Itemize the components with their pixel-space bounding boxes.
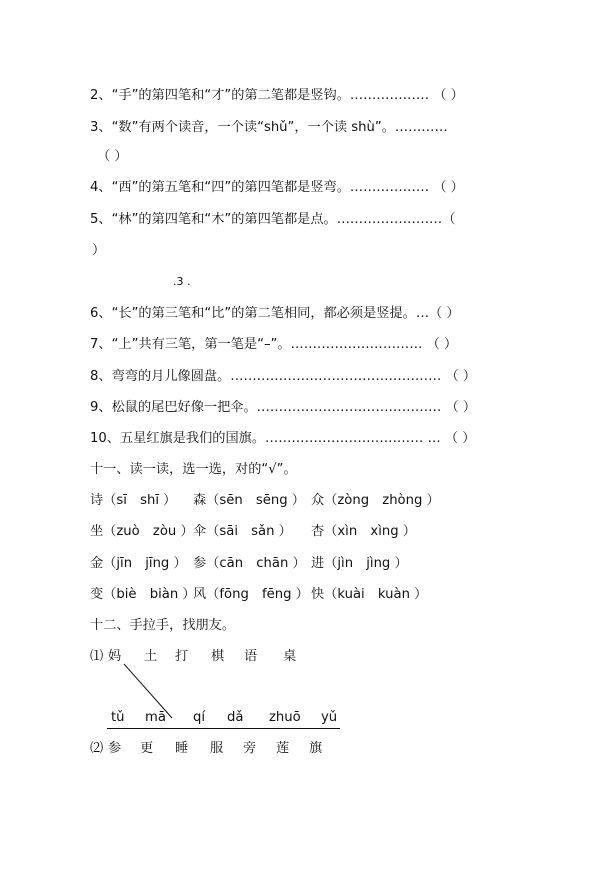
choice-item: 金（jīn jīng ） (90, 556, 187, 571)
question-5: 5、“林”的第四笔和“木”的第四笔都是点。……………………（ (90, 212, 456, 227)
pinyin-item: tǔ (111, 710, 125, 725)
match-char: 棋 (211, 649, 225, 664)
question-3-bracket: （ ） (97, 149, 128, 164)
section-11-title: 十一、读一读，选一选，对的“√”。 (90, 462, 297, 477)
question-9: 9、松鼠的尾巴好像一把伞。…………………………………… （ ） (90, 400, 477, 415)
question-6: 6、“长”的第三笔和“比”的第二笔相同，都必须是竖提。…（ ） (90, 306, 460, 321)
question-5-bracket: ） (92, 243, 106, 258)
pinyin-item: dǎ (227, 710, 244, 725)
pinyin-item: mā (145, 710, 166, 725)
question-4: 4、“西”的第五笔和“四”的第四笔都是竖弯。……………… （ ） (90, 180, 464, 195)
choice-item: 坐（zuò zòu ） (90, 524, 194, 539)
match-char: 旁 (243, 741, 257, 756)
match-char: 桌 (283, 649, 297, 664)
match-char: 莲 (276, 741, 290, 756)
question-8: 8、弯弯的月儿像圆盘。………………………………………… （ ） (90, 369, 477, 384)
match-char: 参 (108, 741, 122, 756)
page-number: .3 . (173, 275, 191, 288)
choice-item: 诗（sī shī ） (90, 493, 177, 508)
choice-item: 变（biè biàn ） (90, 587, 196, 602)
choice-item: 参（cān chān ） (193, 556, 306, 571)
pinyin-item: zhuō (269, 710, 301, 725)
choice-item: 杏（xìn xìng ） (311, 524, 416, 539)
match-char: 服 (210, 741, 224, 756)
choice-item: 众（zòng zhòng ） (311, 493, 440, 508)
match-row-2 (90, 741, 323, 885)
match-char: 打 (175, 649, 189, 664)
pinyin-item: yǔ (321, 710, 338, 725)
choice-item: 伞（sāi sǎn ） (193, 524, 292, 539)
match-char: 旗 (309, 741, 323, 756)
question-7: 7、“上”共有三笔，第一笔是“–”。………………………… （ ） (90, 337, 458, 352)
question-3: 3、“数”有两个读音，一个读“shǔ”，一个读 shù”。………… (90, 120, 448, 135)
match-char: 妈 (108, 649, 122, 664)
match-char: 睡 (175, 741, 189, 756)
choice-item: 森（sēn sēng ） (193, 493, 305, 508)
match-label: ⑴ (90, 649, 104, 664)
match-char: 更 (140, 741, 154, 756)
match-label: ⑵ (90, 741, 104, 756)
pinyin-item: qí (193, 710, 206, 725)
question-2: 2、“手”的第四笔和“才”的第二笔都是竖钩。……………… （ ） (90, 88, 464, 103)
pinyin-row (107, 710, 340, 729)
match-char: 语 (244, 649, 258, 664)
question-10: 10、五星红旗是我们的国旗。……………………………… … （ ） (90, 431, 476, 446)
section-12-title: 十二、手拉手，找朋友。 (90, 618, 236, 633)
choice-item: 进（jìn jìng ） (311, 556, 408, 571)
choice-item: 快（kuài kuàn ） (311, 587, 428, 602)
match-char: 土 (144, 649, 158, 664)
choice-item: 风（fōng fēng ） (193, 587, 309, 602)
